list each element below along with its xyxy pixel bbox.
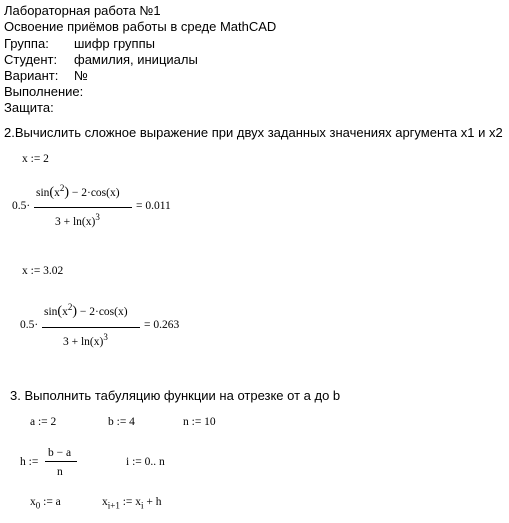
h-lhs: h := — [20, 456, 39, 468]
denominator-2: $3 + \ln(x)^3$ — [63, 332, 108, 348]
group-value[interactable]: шифр группы — [74, 36, 155, 51]
i-range[interactable]: i := 0.. n — [126, 456, 165, 468]
subject-text[interactable]: Освоение приёмов работы в среде MathCAD — [4, 19, 277, 34]
h-numerator: b − a — [48, 447, 72, 459]
variant-label[interactable]: Вариант: — [4, 68, 59, 83]
group-label[interactable]: Группа: — [4, 36, 49, 51]
a-assign[interactable]: a := 2 — [30, 416, 57, 428]
coef-1: 0.5· — [12, 200, 31, 212]
student-label[interactable]: Студент: — [4, 52, 58, 67]
coef-2: 0.5· — [20, 319, 39, 331]
student-value[interactable]: фамилия, инициалы — [74, 52, 198, 67]
numerator-1: $\sin(x^2) - 2\cdot\cos(x)$ — [36, 183, 120, 200]
result-2: = 0.263 — [144, 319, 180, 331]
variant-value[interactable]: № — [74, 68, 88, 83]
x-assign-1[interactable]: x := 2 — [22, 153, 49, 165]
h-fraction-bar — [45, 461, 77, 462]
fraction-bar-2 — [42, 327, 140, 328]
x0-definition[interactable]: $x_0$ := a — [30, 496, 61, 511]
h-denominator: n — [57, 466, 63, 478]
task2-heading[interactable]: 2.Вычислить сложное выражение при двух заданных значениях аргумента x1 и x2 — [4, 125, 503, 140]
fraction-bar-1 — [34, 207, 132, 208]
numerator-2: $\sin(x^2) - 2\cdot\cos(x)$ — [44, 302, 128, 319]
b-assign[interactable]: b := 4 — [108, 416, 135, 428]
xi-recurrence[interactable]: $x_{i+1}$ := $x_i + h$ — [102, 496, 162, 511]
task3-heading[interactable]: 3. Выполнить табуляцию функции на отрезке от a до b — [10, 388, 341, 403]
x-assign-2[interactable]: x := 3.02 — [22, 265, 64, 277]
defense-label[interactable]: Защита: — [4, 100, 54, 115]
execution-label[interactable]: Выполнение: — [4, 84, 84, 99]
result-1: = 0.011 — [136, 200, 171, 212]
lab-title[interactable]: Лабораторная работа №1 — [4, 3, 161, 18]
denominator-1: $3 + \ln(x)^3$ — [55, 212, 100, 228]
n-assign[interactable]: n := 10 — [183, 416, 216, 428]
